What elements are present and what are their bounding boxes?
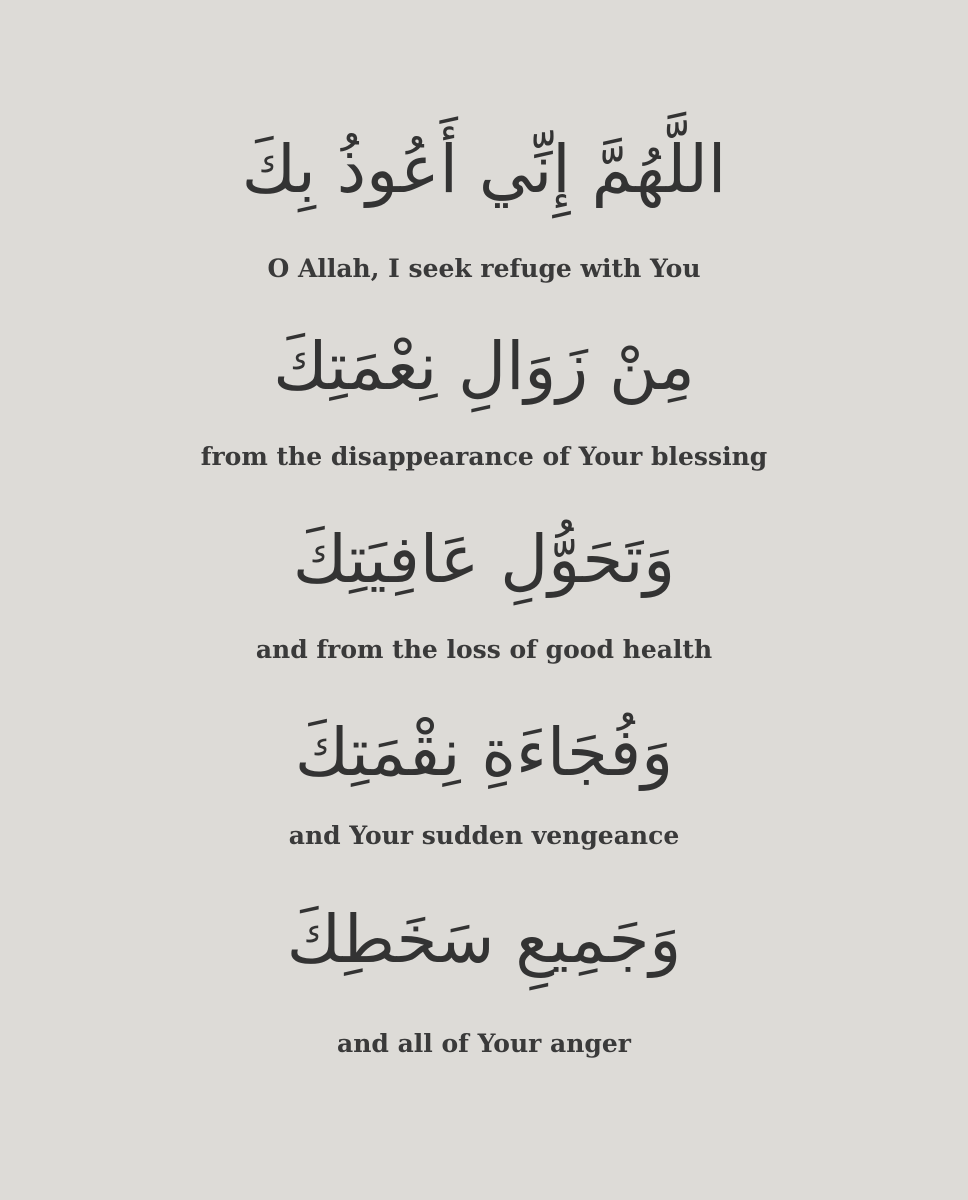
arabic-line-1: اللَّهُمَّ إِنِّي أَعُوذُ بِكَ xyxy=(241,131,727,208)
translation-line-5: and all of Your anger xyxy=(337,1029,631,1058)
arabic-line-3: وَتَحَوُّلِ عَافِيَتِكَ xyxy=(292,521,676,598)
translation-line-4: and Your sudden vengeance xyxy=(288,821,680,850)
arabic-line-2: مِنْ زَوَالِ نِعْمَتِكَ xyxy=(273,328,695,405)
arabic-line-4: وَفُجَاءَةِ نِقْمَتِكَ xyxy=(294,714,674,791)
arabic-line-5: وَجَمِيعِ سَخَطِكَ xyxy=(286,901,682,978)
translation-line-2: from the disappearance of Your blessing xyxy=(200,442,768,471)
translation-line-3: and from the loss of good health xyxy=(255,635,713,664)
translation-line-1: O Allah, I seek refuge with You xyxy=(267,254,701,283)
